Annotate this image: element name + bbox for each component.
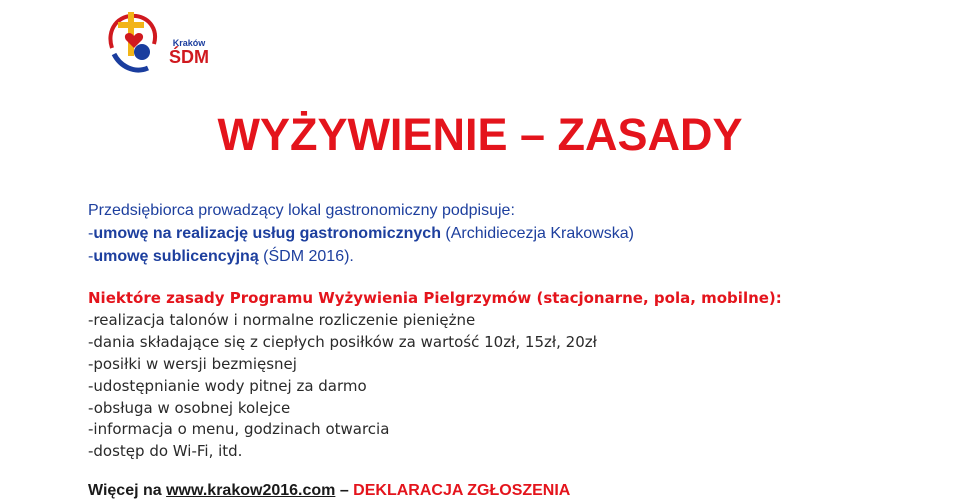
declaration-link: DEKLARACJA ZGŁOSZENIA	[353, 482, 571, 499]
logo-text	[164, 38, 214, 66]
page-title: WYŻYWIENIE – ZASADY	[217, 109, 743, 160]
intro-line-3-rest: (ŚDM 2016).	[258, 248, 354, 265]
intro-line-3	[88, 245, 634, 268]
footer-more-label: Więcej na	[88, 482, 167, 499]
rules-block	[88, 288, 782, 463]
rule-item: -udostępnianie wody pitnej za darmo	[88, 376, 367, 395]
sdm-logo	[104, 8, 214, 78]
website-link[interactable]: www.krakow2016.com	[166, 482, 336, 499]
intro-line-2-bold: umowę na realizację usług gastronomicznych	[93, 225, 441, 242]
logo-event: ŚDM	[169, 47, 209, 67]
rule-item: -dania składające się z ciepłych posiłków za wartość 10zł, 15zł, 20zł	[88, 332, 597, 351]
intro-block	[88, 199, 634, 268]
sdm-emblem-icon	[104, 8, 166, 78]
rule-item: -realizacja talonów i normalne rozliczenie pieniężne	[88, 310, 476, 329]
footer-separator: –	[335, 482, 354, 499]
intro-line-2-rest: (Archidiecezja Krakowska)	[440, 225, 634, 242]
intro-line-2	[88, 222, 634, 245]
intro-line-3-bold: umowę sublicencyjną	[93, 248, 259, 265]
footer	[88, 481, 570, 501]
rule-item: -posiłki w wersji bezmięsnej	[88, 354, 297, 373]
rule-item: -obsługa w osobnej kolejce	[88, 398, 291, 417]
intro-line-2-prefix: -	[88, 225, 94, 242]
intro-line-3-prefix: -	[88, 248, 94, 265]
rules-title: Niektóre zasady Programu Wyżywienia Pielgrzymów (stacjonarne, pola, mobilne):	[88, 289, 782, 307]
intro-line-1: Przedsiębiorca prowadzący lokal gastronomiczny podpisuje:	[88, 202, 515, 219]
logo-city: Kraków	[172, 38, 206, 48]
rule-item: -dostęp do Wi-Fi, itd.	[88, 442, 243, 461]
rule-item: -informacja o menu, godzinach otwarcia	[88, 420, 390, 439]
